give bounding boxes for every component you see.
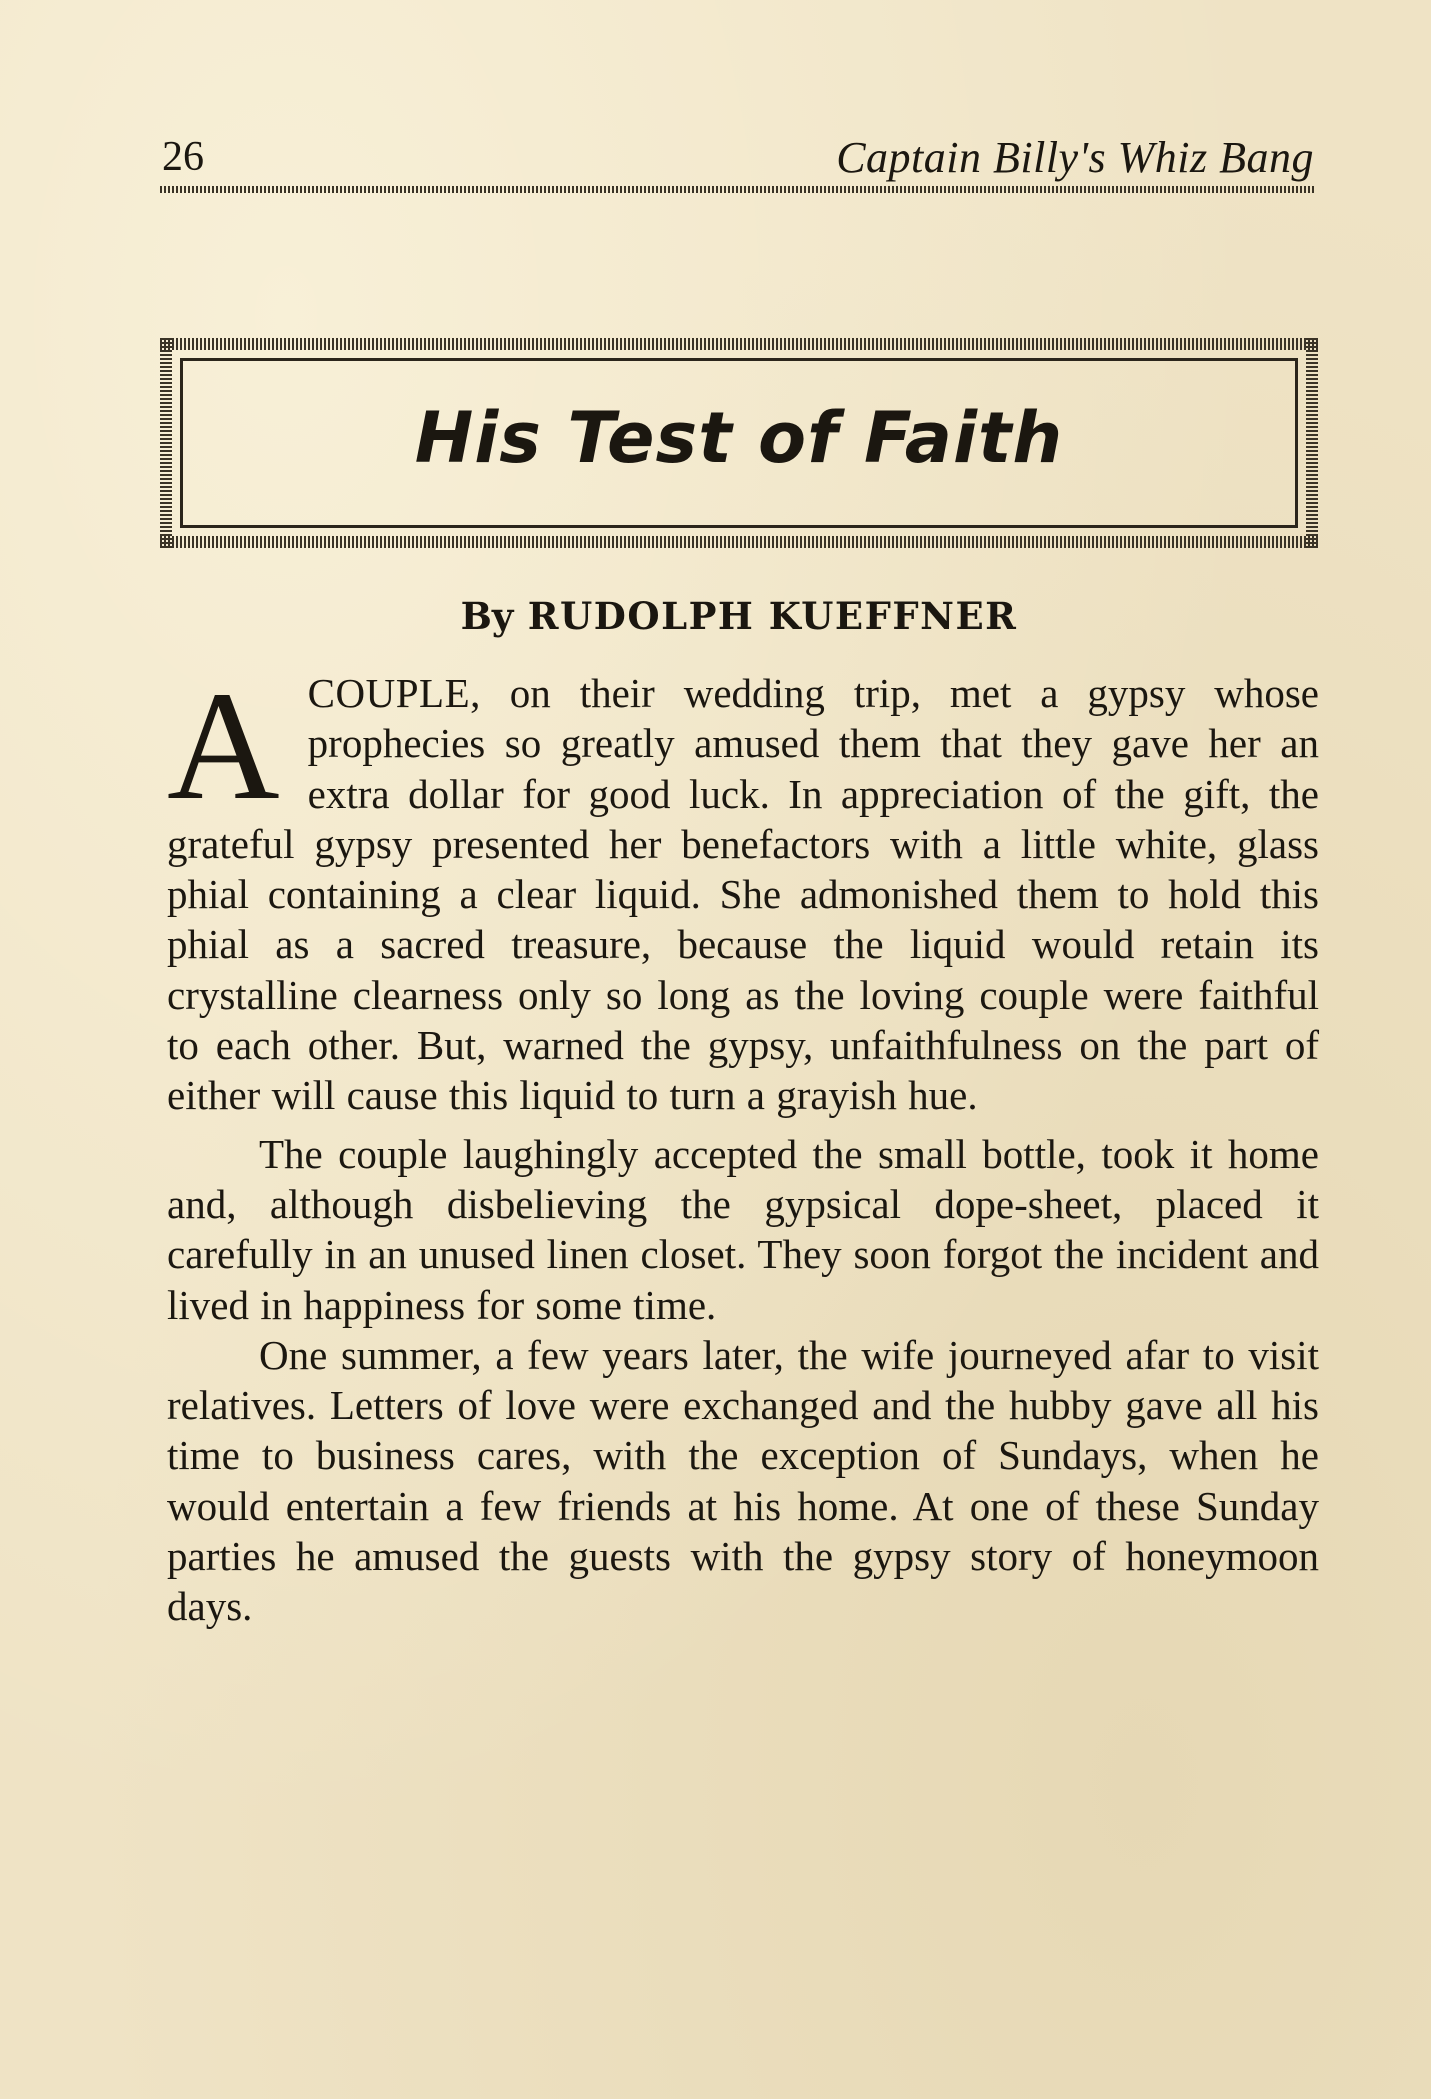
running-title: Captain Billy's Whiz Bang <box>836 133 1314 182</box>
paragraph-2: The couple laughingly accepted the small bottle, took it home and, although disbelieving the gypsical dope-sheet, placed it carefully in an unused linen closet. They soon forgot the incident and lived in happiness for some time. <box>167 1130 1319 1328</box>
paragraph-1-text: on their wedding trip, met a gypsy whose prophecies so greatly amused them that they gave her an extra dollar for good luck. In appreciation of the gift, the grateful gypsy presented her benefactors with a little white, glass phial containing a clear liquid. She admonished them to hold this phial as a sacred treasure, because the liquid would retain its crystalline clearness only so long as the loving couple were faithful to each other. But, warned the gypsy, unfaithfulness on the part of either will cause this liquid to turn a grayish hue. <box>167 670 1319 1119</box>
article-title: His Test of Faith <box>414 397 1064 479</box>
paragraph-1 <box>167 659 1319 1121</box>
title-box-border-bottom <box>160 536 1318 548</box>
page-number: 26 <box>162 134 204 180</box>
lead-word: COUPLE, <box>307 670 481 716</box>
page-header <box>160 128 1314 186</box>
title-box-border-top <box>160 338 1318 350</box>
drop-cap: A <box>167 659 280 832</box>
article-body <box>167 659 1319 1632</box>
byline-prefix: By <box>460 594 514 638</box>
byline <box>160 592 1318 640</box>
author-name: RUDOLPH KUEFFNER <box>527 594 1018 638</box>
title-box <box>160 338 1318 548</box>
header-rule <box>160 186 1314 193</box>
paragraph-3: One summer, a few years later, the wife journeyed afar to visit relatives. Letters of love were exchanged and the hubby gave all his time to business cares, with the exception of Sundays, when he would entertain a few friends at his home. At one of these Sunday parties he amused the guests with the gypsy story of honeymoon days. <box>167 1331 1319 1630</box>
